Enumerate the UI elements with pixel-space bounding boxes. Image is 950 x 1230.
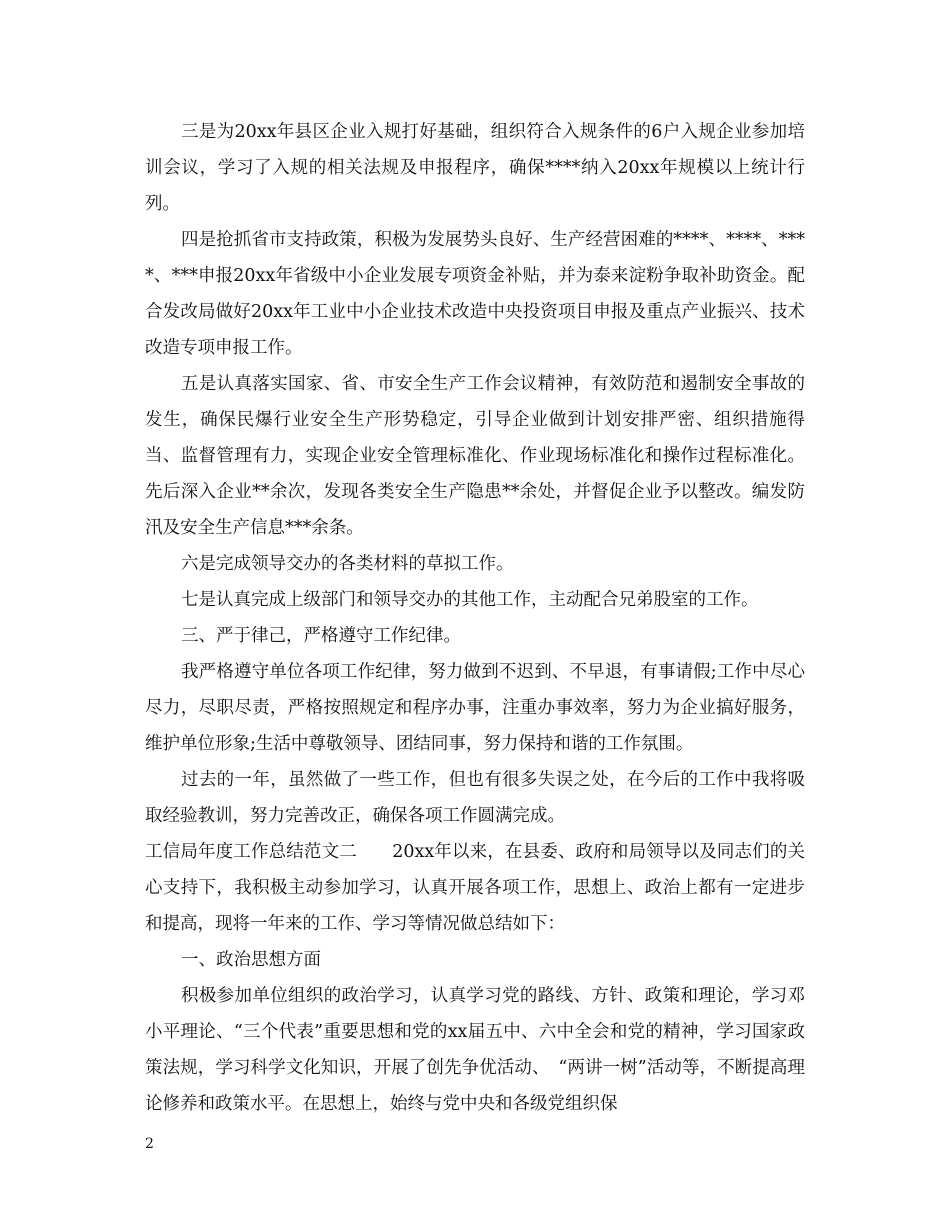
paragraph-9: 工信局年度工作总结范文二 20xx年以来，在县委、政府和局领导以及同志们的关心支持下，我积极主动参加学习，认真开展各项工作，思想上、政治上都有一定进步和提高，现将一年来的工作、学习等情况做总结如下： bbox=[145, 842, 805, 934]
section-heading-1: 一、政治思想方面 bbox=[181, 950, 321, 970]
paragraph-1: 三是为20xx年县区企业入规打好基础，组织符合入规条件的6户入规企业参加培训会议，学习了入规的相关法规及申报程序，确保****纳入20xx年规模以上统计行列。 bbox=[145, 122, 805, 214]
paragraph-7: 我严格遵守单位各项工作纪律，努力做到不迟到、不早退，有事请假;工作中尽心尽力，尽职尽责，严格按照规定和程序办事，注重办事效率，努力为企业搞好服务，维护单位形象;生活中尊敬领导、团结同事，努力保持和谐的工作氛围。 bbox=[145, 662, 805, 754]
paragraph-11: 积极参加单位组织的政治学习，认真学习党的路线、方针、政策和理论，学习邓小平理论、“三个代表”重要思想和党的xx届五中、六中全会和党的精神，学习国家政策法规，学习科学文化知识，开展了创先争优活动、 “两讲一树”活动等，不断提高理论修养和政策水平。在思想上，始终与党中央和各级党组织保 bbox=[145, 986, 805, 1114]
paragraph-4: 六是完成领导交办的各类材料的草拟工作。 bbox=[181, 554, 514, 574]
paragraph-5: 七是认真完成上级部门和领导交办的其他工作，主动配合兄弟股室的工作。 bbox=[181, 590, 759, 610]
document-body bbox=[145, 114, 805, 1122]
page-number: 2 bbox=[145, 1136, 154, 1152]
paragraph-2: 四是抢抓省市支持政策，积极为发展势头良好、生产经营困难的****、****、****、***申报20xx年省级中小企业发展专项资金补贴，并为泰来淀粉争取补助资金。配合发改局做好20xx年工业中小企业技术改造中央投资项目申报及重点产业振兴、技术改造专项申报工作。 bbox=[145, 230, 805, 358]
paragraph-8: 过去的一年，虽然做了一些工作，但也有很多失误之处，在今后的工作中我将吸取经验教训，努力完善改正，确保各项工作圆满完成。 bbox=[145, 770, 805, 826]
section-heading-3: 三、严于律己，严格遵守工作纪律。 bbox=[181, 626, 461, 646]
paragraph-3: 五是认真落实国家、省、市安全生产工作会议精神，有效防范和遏制安全事故的发生，确保民爆行业安全生产形势稳定，引导企业做到计划安排严密、组织措施得当、监督管理有力，实现企业安全管理标准化、作业现场标准化和操作过程标准化。先后深入企业**余次，发现各类安全生产隐患**余处，并督促企业予以整改。编发防汛及安全生产信息***余条。 bbox=[145, 374, 805, 538]
